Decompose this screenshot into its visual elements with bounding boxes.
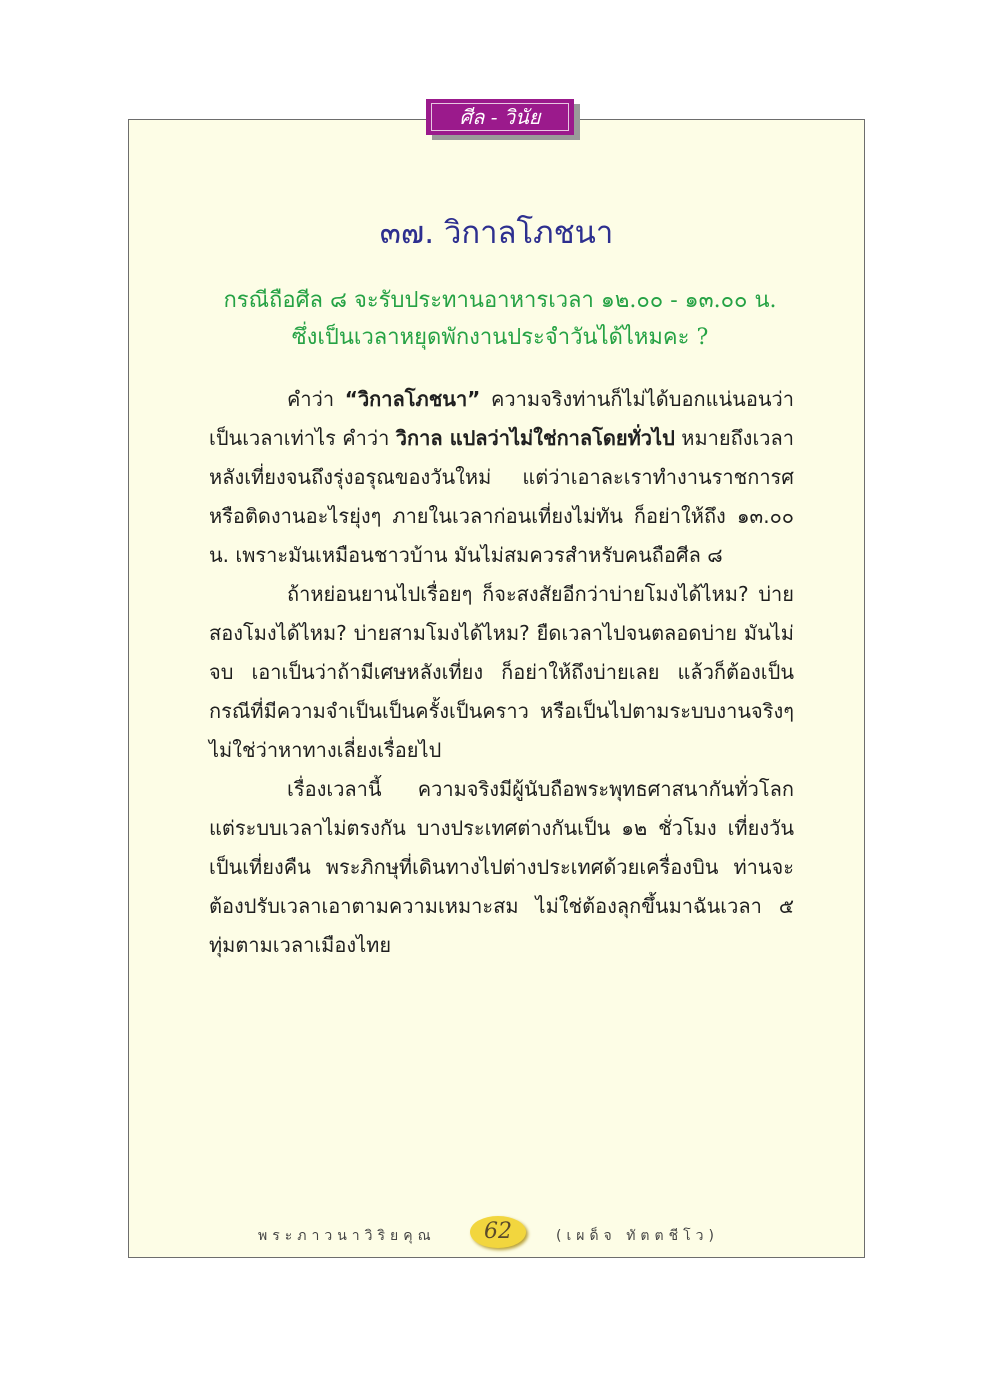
paragraph-1: [209, 380, 794, 575]
chapter-title: ๓๗. วิกาลโภชนา: [379, 215, 614, 251]
section-tab-label: ศีล - วินัย: [459, 105, 541, 129]
question-line-2: ซึ่งเป็นเวลาหยุดพักงานประจำวันได้ไหมคะ ?: [291, 325, 709, 350]
question: [205, 282, 795, 356]
term-vikala-bhojana: “วิกาลโภชนา”: [344, 387, 481, 411]
answer-body: [209, 380, 794, 965]
question-line-1: กรณีถือศีล ๘ จะรับประทานอาหารเวลา ๑๒.๐๐ - ๑๓.๐๐ น.: [223, 288, 777, 313]
paragraph-3: เรื่องเวลานี้ ความจริงมีผู้นับถือพระพุทธศาสนากันทั่วโลก แต่ระบบเวลาไม่ตรงกัน บางประเทศต่างกันเป็น ๑๒ ชั่วโมง เที่ยงวันเป็นเที่ยงคืน พระภิกษุที่เดินทางไปต่างประเทศด้วยเครื่องบิน ท่านจะต้องปรับเวลาเอาตามความเหมาะสม ไม่ใช่ต้องลุกขึ้นมาฉันเวลา ๕ ทุ่มตามเวลาเมืองไทย: [209, 777, 794, 957]
paragraph-1-text-c: หมายถึงเวลาหลังเที่ยงจนถึงรุ่งอรุณของวันใหม่ แต่ว่าเอาละเราทำงานราชการศ หรือติดงานอะไรยุ่งๆ ภายในเวลาก่อนเที่ยงไม่ทัน ก็อย่าให้ถึง ๑๓.๐๐ น. เพราะมันเหมือนชาวบ้าน มันไม่สมควรสำหรับคนถือศีล ๘: [209, 426, 794, 567]
paragraph-1-text-a: คำว่า: [287, 387, 345, 411]
paragraph-1-text-b: ความจริงท่านก็ไม่ได้บอกแน่นอนว่าเป็นเวลาเท่าไร คำว่า: [209, 387, 794, 450]
section-tab-inner-border: [431, 103, 569, 131]
page-number: 62: [484, 1219, 512, 1244]
footer-author-name: (เผด็จ ทัตตชีโว): [556, 1228, 719, 1244]
footer-author-title: พระภาวนาวิริยคุณ: [258, 1228, 436, 1244]
term-vikala-definition: วิกาล แปลว่าไม่ใช่กาลโดยทั่วไป: [395, 426, 675, 450]
paragraph-2: ถ้าหย่อนยานไปเรื่อยๆ ก็จะสงสัยอีกว่าบ่ายโมงได้ไหม? บ่ายสองโมงได้ไหม? บ่ายสามโมงได้ไหม? ยืดเวลาไปจนตลอดบ่าย มันไม่จบ เอาเป็นว่าถ้ามีเศษหลังเที่ยง ก็อย่าให้ถึงบ่ายเลย แล้วก็ต้องเป็นกรณีที่มีความจำเป็นเป็นครั้งเป็นคราว หรือเป็นไปตามระบบงานจริงๆ ไม่ใช่ว่าหาทางเลี่ยงเรื่อยไป: [209, 582, 794, 762]
page-footer: [128, 1214, 865, 1254]
